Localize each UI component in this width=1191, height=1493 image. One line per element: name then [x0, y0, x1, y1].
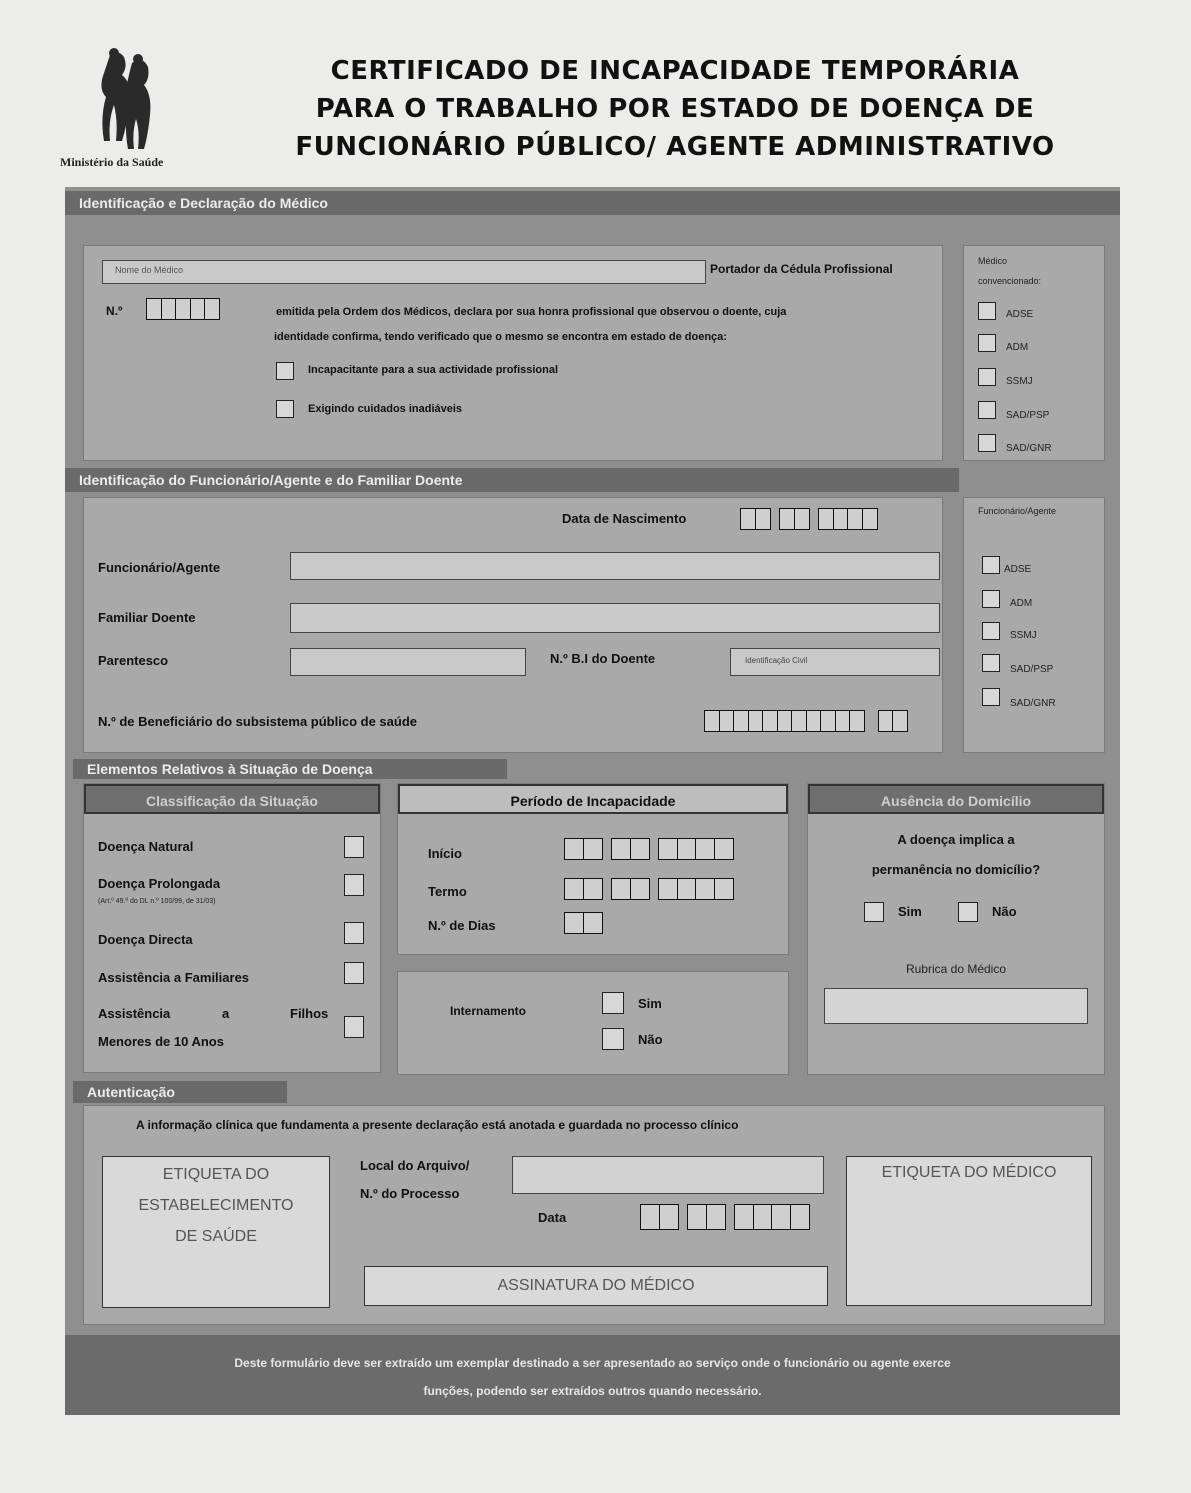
ausencia-title: Ausência do Domicílio	[808, 784, 1104, 814]
func-adm-checkbox[interactable]	[982, 590, 1000, 608]
periodo-panel	[397, 783, 789, 955]
rubrica-field[interactable]	[824, 988, 1088, 1024]
autenticacao-info: A informação clínica que fundamenta a presente declaração está anotada e guardada no processo clínico	[136, 1118, 739, 1132]
cedula-number-boxes[interactable]	[146, 298, 219, 320]
doenca-directa-checkbox[interactable]	[344, 922, 364, 944]
beneficiario-label: N.º de Beneficiário do subsistema público de saúde	[98, 714, 417, 729]
parentesco-label: Parentesco	[98, 653, 169, 668]
func-sadgnr-label: SAD/GNR	[1010, 698, 1056, 709]
conv-adm-label: ADM	[1006, 342, 1029, 353]
etiqueta-estab-line-2: ESTABELECIMENTO	[138, 1197, 294, 1214]
funcionario-subsistema-panel	[963, 497, 1105, 753]
conv-adm-checkbox[interactable]	[978, 334, 996, 352]
classificacao-panel	[83, 783, 381, 1073]
etiqueta-estabelecimento-box[interactable]	[102, 1156, 330, 1308]
footer-line-2: funções, podendo ser extraídos outros quando necessário.	[423, 1384, 762, 1398]
internamento-sim-checkbox[interactable]	[602, 992, 624, 1014]
internamento-sim-label: Sim	[638, 996, 662, 1011]
data-nascimento-label: Data de Nascimento	[562, 511, 687, 526]
side-title: Funcionário/Agente	[978, 506, 1057, 516]
autenticacao-date-boxes[interactable]	[640, 1204, 808, 1230]
section-medico-title: Identificação e Declaração do Médico	[65, 191, 1120, 215]
func-sadpsp-label: SAD/PSP	[1010, 664, 1054, 675]
func-adse-checkbox[interactable]	[982, 556, 1000, 574]
assistencia-filhos-label-f: Filhos	[290, 1006, 329, 1021]
footer-band	[65, 1335, 1120, 1415]
bi-placeholder: Identificação Civil	[745, 656, 808, 665]
func-sadpsp-checkbox[interactable]	[982, 654, 1000, 672]
ausencia-sim-checkbox[interactable]	[864, 902, 884, 922]
conv-sadpsp-checkbox[interactable]	[978, 401, 996, 419]
title-line-2: PARA O TRABALHO POR ESTADO DE DOENÇA DE	[315, 94, 1035, 124]
local-arquivo-field[interactable]	[512, 1156, 824, 1194]
ausencia-panel	[807, 783, 1105, 1075]
assinatura-field[interactable]: ASSINATURA DO MÉDICO	[364, 1266, 828, 1306]
bi-field[interactable]	[730, 648, 940, 676]
assistencia-familiares-label: Assistência a Familiares	[98, 970, 250, 985]
incapacitante-label: Incapacitante para a sua actividade profissional	[308, 364, 559, 376]
func-sadgnr-checkbox[interactable]	[982, 688, 1000, 706]
classificacao-title: Classificação da Situação	[84, 784, 380, 814]
func-ssmj-checkbox[interactable]	[982, 622, 1000, 640]
etiqueta-estab-line-3: DE SAÚDE	[175, 1228, 257, 1245]
autenticacao-panel	[83, 1105, 1105, 1325]
certificate-form	[65, 187, 1120, 1415]
declaracao-line-2: identidade confirma, tendo verificado que o mesmo se encontra em estado de doença:	[274, 331, 727, 343]
inicio-label: Início	[428, 846, 462, 861]
internamento-label: Internamento	[450, 1004, 527, 1018]
ministry-name: Ministério da Saúde	[60, 155, 164, 169]
conv-ssmj-label: SSMJ	[1006, 376, 1033, 387]
termo-label: Termo	[428, 884, 467, 899]
inicio-date-boxes[interactable]	[564, 838, 732, 860]
func-adse-label: ADSE	[1004, 564, 1032, 575]
declaracao-line-1: emitida pela Ordem dos Médicos, declara por sua honra profissional que observou o doente, cuja	[276, 306, 787, 318]
internamento-nao-checkbox[interactable]	[602, 1028, 624, 1050]
incapacitante-checkbox[interactable]	[276, 362, 294, 380]
conv-ssmj-checkbox[interactable]	[978, 368, 996, 386]
doctor-name-field[interactable]	[102, 260, 706, 284]
numero-processo-label: N.º do Processo	[360, 1186, 460, 1201]
funcionario-label: Funcionário/Agente	[98, 560, 221, 575]
assistencia-filhos-label-1: Assistência	[98, 1006, 171, 1021]
section-autenticacao-title: Autenticação	[73, 1081, 287, 1103]
doctor-name-placeholder: Nome do Médico	[115, 265, 184, 275]
ausencia-nao-label: Não	[992, 904, 1017, 919]
beneficiario-boxes[interactable]	[704, 710, 907, 732]
portador-label: Portador da Cédula Profissional	[710, 262, 893, 276]
medico-convencionado-panel	[963, 245, 1105, 461]
doenca-prolongada-label: Doença Prolongada	[98, 876, 221, 891]
doenca-natural-label: Doença Natural	[98, 839, 194, 854]
ausencia-nao-checkbox[interactable]	[958, 902, 978, 922]
internamento-panel	[397, 971, 789, 1075]
doenca-natural-checkbox[interactable]	[344, 836, 364, 858]
numero-label: N.º	[106, 304, 123, 318]
assistencia-filhos-checkbox[interactable]	[344, 1016, 364, 1038]
funcionario-panel	[83, 497, 943, 753]
page-title	[255, 52, 1095, 166]
parentesco-field[interactable]	[290, 648, 526, 676]
assistencia-filhos-label-2: Menores de 10 Anos	[98, 1034, 224, 1049]
footer-line-1: Deste formulário deve ser extraído um exemplar destinado a ser apresentado ao serviço onde o funcionário ou agente exerce	[234, 1356, 951, 1370]
cuidados-label: Exigindo cuidados inadiáveis	[308, 403, 463, 415]
internamento-nao-label: Não	[638, 1032, 663, 1047]
conv-sadgnr-checkbox[interactable]	[978, 434, 996, 452]
funcionario-field[interactable]	[290, 552, 940, 580]
periodo-title: Período de Incapacidade	[398, 784, 788, 814]
etiqueta-estab-line-1: ETIQUETA DO	[162, 1166, 270, 1183]
bi-label: N.º B.I do Doente	[550, 651, 656, 666]
conv-adse-checkbox[interactable]	[978, 302, 996, 320]
ausencia-sim-label: Sim	[898, 904, 922, 919]
conv-sadpsp-label: SAD/PSP	[1006, 410, 1050, 421]
familiar-label: Familiar Doente	[98, 610, 196, 625]
title-line-3: FUNCIONÁRIO PÚBLICO/ AGENTE ADMINISTRATIVO	[295, 132, 1055, 162]
termo-date-boxes[interactable]	[564, 878, 732, 900]
assistencia-familiares-checkbox[interactable]	[344, 962, 364, 984]
conv-title-1: Médico	[978, 256, 1008, 266]
doenca-prolongada-checkbox[interactable]	[344, 874, 364, 896]
assistencia-filhos-label-a: a	[222, 1006, 230, 1021]
func-ssmj-label: SSMJ	[1010, 630, 1037, 641]
medico-panel	[83, 245, 943, 461]
title-line-1: CERTIFICADO DE INCAPACIDADE TEMPORÁRIA	[330, 56, 1020, 86]
local-arquivo-label: Local do Arquivo/	[360, 1158, 470, 1173]
dias-label: N.º de Dias	[428, 918, 496, 933]
dias-boxes[interactable]	[564, 912, 601, 934]
ausencia-question-2: permanência no domicílio?	[871, 862, 1041, 877]
data-nascimento-boxes[interactable]	[740, 508, 876, 530]
rubrica-label: Rubrica do Médico	[905, 962, 1007, 976]
section-elementos-title: Elementos Relativos à Situação de Doença	[73, 759, 507, 779]
section-funcionario-title: Identificação do Funcionário/Agente e do Familiar Doente	[65, 468, 959, 492]
ausencia-question-1: A doença implica a	[897, 832, 1015, 847]
familiar-field[interactable]	[290, 603, 940, 633]
doenca-directa-label: Doença Directa	[98, 932, 193, 947]
conv-adse-label: ADSE	[1006, 309, 1034, 320]
etiqueta-medico-box[interactable]: ETIQUETA DO MÉDICO	[846, 1156, 1092, 1306]
conv-sadgnr-label: SAD/GNR	[1006, 443, 1052, 454]
cuidados-checkbox[interactable]	[276, 400, 294, 418]
data-label: Data	[538, 1210, 567, 1225]
conv-title-2: convencionado:	[978, 276, 1042, 286]
func-adm-label: ADM	[1010, 598, 1033, 609]
prolongada-note: (Art.º 49.º do DL n.º 100/99, de 31/03)	[98, 898, 216, 905]
